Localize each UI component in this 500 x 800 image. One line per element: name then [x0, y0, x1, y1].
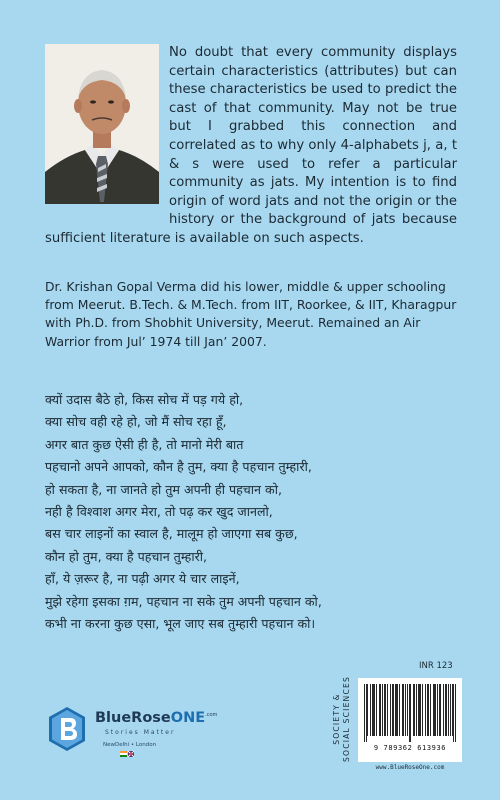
barcode-bar: [445, 684, 446, 736]
publisher-name-part2: ONE: [170, 710, 206, 726]
poem-line: मुझे रहेगा इसका ग़म, पहचान ना सके तुम अपनी पहचान को,: [45, 593, 322, 609]
barcode-bar: [410, 684, 411, 742]
barcode-bar: [455, 684, 456, 742]
barcode-bar: [416, 684, 417, 736]
barcode-bar: [366, 684, 367, 742]
barcode-bar: [446, 684, 447, 736]
publisher-name-part1: BlueRose: [95, 710, 171, 726]
barcode-bar: [430, 684, 431, 736]
category-label: [330, 655, 354, 783]
publisher-name-suffix: .com: [205, 712, 218, 719]
poem-line: हो सकता है, ना जानते हो तुम अपनी ही पहचान को,: [45, 481, 282, 497]
flag-icon: [120, 751, 134, 757]
publisher-locations: NewDelhi • London: [103, 742, 157, 748]
poem-line: पहचानो अपने आपको, कौन है तुम, क्या है पहचान तुम्हारी,: [45, 459, 312, 475]
barcode-bar: [452, 684, 453, 736]
barcode-bar: [413, 684, 414, 736]
category-text: SOCIETY & SOCIAL SCIENCES: [332, 676, 351, 762]
barcode-bar: [393, 684, 394, 736]
barcode-bar: [392, 684, 393, 736]
barcode-bar: [380, 684, 381, 736]
publisher-name: [95, 710, 217, 726]
publisher-website: www.BlueRoseOne.com: [375, 764, 445, 771]
barcode-bar: [387, 684, 388, 736]
poem-line: अगर बात कुछ ऐसी ही है, तो मानो मेरी बात: [45, 436, 244, 452]
barcode-bar: [428, 684, 429, 736]
barcode-bar: [364, 684, 365, 742]
barcode-bar: [384, 684, 385, 736]
barcode-bar: [409, 684, 410, 742]
barcode-bar: [427, 684, 428, 736]
barcode-bar: [374, 684, 375, 736]
poem-line: कभी ना करना कुछ एसा, भूल जाए सब तुम्हारी पहचान को।: [45, 616, 316, 632]
barcode-bar: [453, 684, 454, 742]
barcode-bar: [448, 684, 449, 736]
poem-line: क्या सोच वही रहे हो, जो मैं सोच रहा हूँ,: [45, 414, 227, 430]
poem-line: क्यों उदास बैठे हो, किस सोच में पड़ गये हो,: [45, 392, 244, 407]
barcode-bar: [372, 684, 373, 736]
barcode-bar: [405, 684, 406, 736]
barcode-bar: [402, 684, 403, 736]
barcode-bar: [390, 684, 391, 736]
barcode-bar: [437, 684, 438, 736]
barcode-bar: [435, 684, 436, 736]
barcode-bar: [420, 684, 421, 736]
barcode-bar: [399, 684, 400, 736]
barcode-bar: [376, 684, 377, 736]
isbn-number: 9 789362 613936: [373, 744, 447, 752]
poem-line: कौन हो तुम, क्या है पहचान तुम्हारी,: [45, 548, 208, 564]
poem-line: बस चार लाइनों का स्वाल है, मालूम हो जाएगा सब कुछ,: [45, 526, 298, 542]
barcode-bar: [367, 684, 368, 736]
barcode-bar: [407, 684, 408, 736]
publisher-logo: [47, 702, 237, 762]
poem-line: नही है विश्वाश अगर मेरा, तो पढ़ कर खुद जानलो,: [45, 504, 273, 520]
barcode-bar: [373, 684, 374, 736]
barcode-bar: [403, 684, 404, 736]
barcode-bar: [395, 684, 396, 736]
barcode-bar: [434, 684, 435, 736]
barcode-bar: [396, 684, 397, 736]
publisher-tagline: Stories Matter: [105, 729, 176, 736]
barcode-bar: [425, 684, 426, 736]
barcode-bar: [414, 684, 415, 736]
bluerose-b-badge-icon: [47, 706, 87, 752]
barcode-bar: [440, 684, 441, 736]
barcode-bar: [370, 684, 371, 736]
isbn-barcode-icon: [364, 684, 456, 742]
barcode-bar: [433, 684, 434, 736]
price-label: INR 123: [419, 661, 453, 671]
barcode-bar: [385, 684, 386, 736]
about-book-paragraph: No doubt that every community displays certain characteristics (attributes) but can these characteristics be used to predict the cast of that community. May not be true but I grabbed this connection and correlated as to why only 4-alphabets j, a, t & s were used to refer a particular community as jats. My intention is to find origin of word jats and not the origin or the history or the background of jats because sufficient literature is available on such aspects.: [45, 45, 457, 246]
author-bio-paragraph: Dr. Krishan Gopal Verma did his lower, middle & upper schooling from Meerut. B.Tech. & M.Tech. from IIT, Roorkee, & IIT, Kharagpur with Ph.D. from Shobhit University, Meerut. Remained an Air Warrior from Jul’ 1974 till Jan’ 2007.: [45, 279, 457, 349]
barcode-panel: [358, 678, 462, 762]
hindi-poem: [45, 389, 465, 635]
barcode-bar: [422, 684, 423, 736]
barcode-bar: [439, 684, 440, 736]
barcode-bar: [418, 684, 419, 736]
poem-line: हाँ, ये ज़रूर है, ना पढ़ी अगर ये चार लाइनें,: [45, 571, 240, 587]
barcode-bar: [397, 684, 398, 736]
barcode-bar: [450, 684, 451, 736]
barcode-bar: [379, 684, 380, 736]
barcode-bar: [443, 684, 444, 736]
barcode-bar: [382, 684, 383, 736]
barcode-bar: [419, 684, 420, 736]
